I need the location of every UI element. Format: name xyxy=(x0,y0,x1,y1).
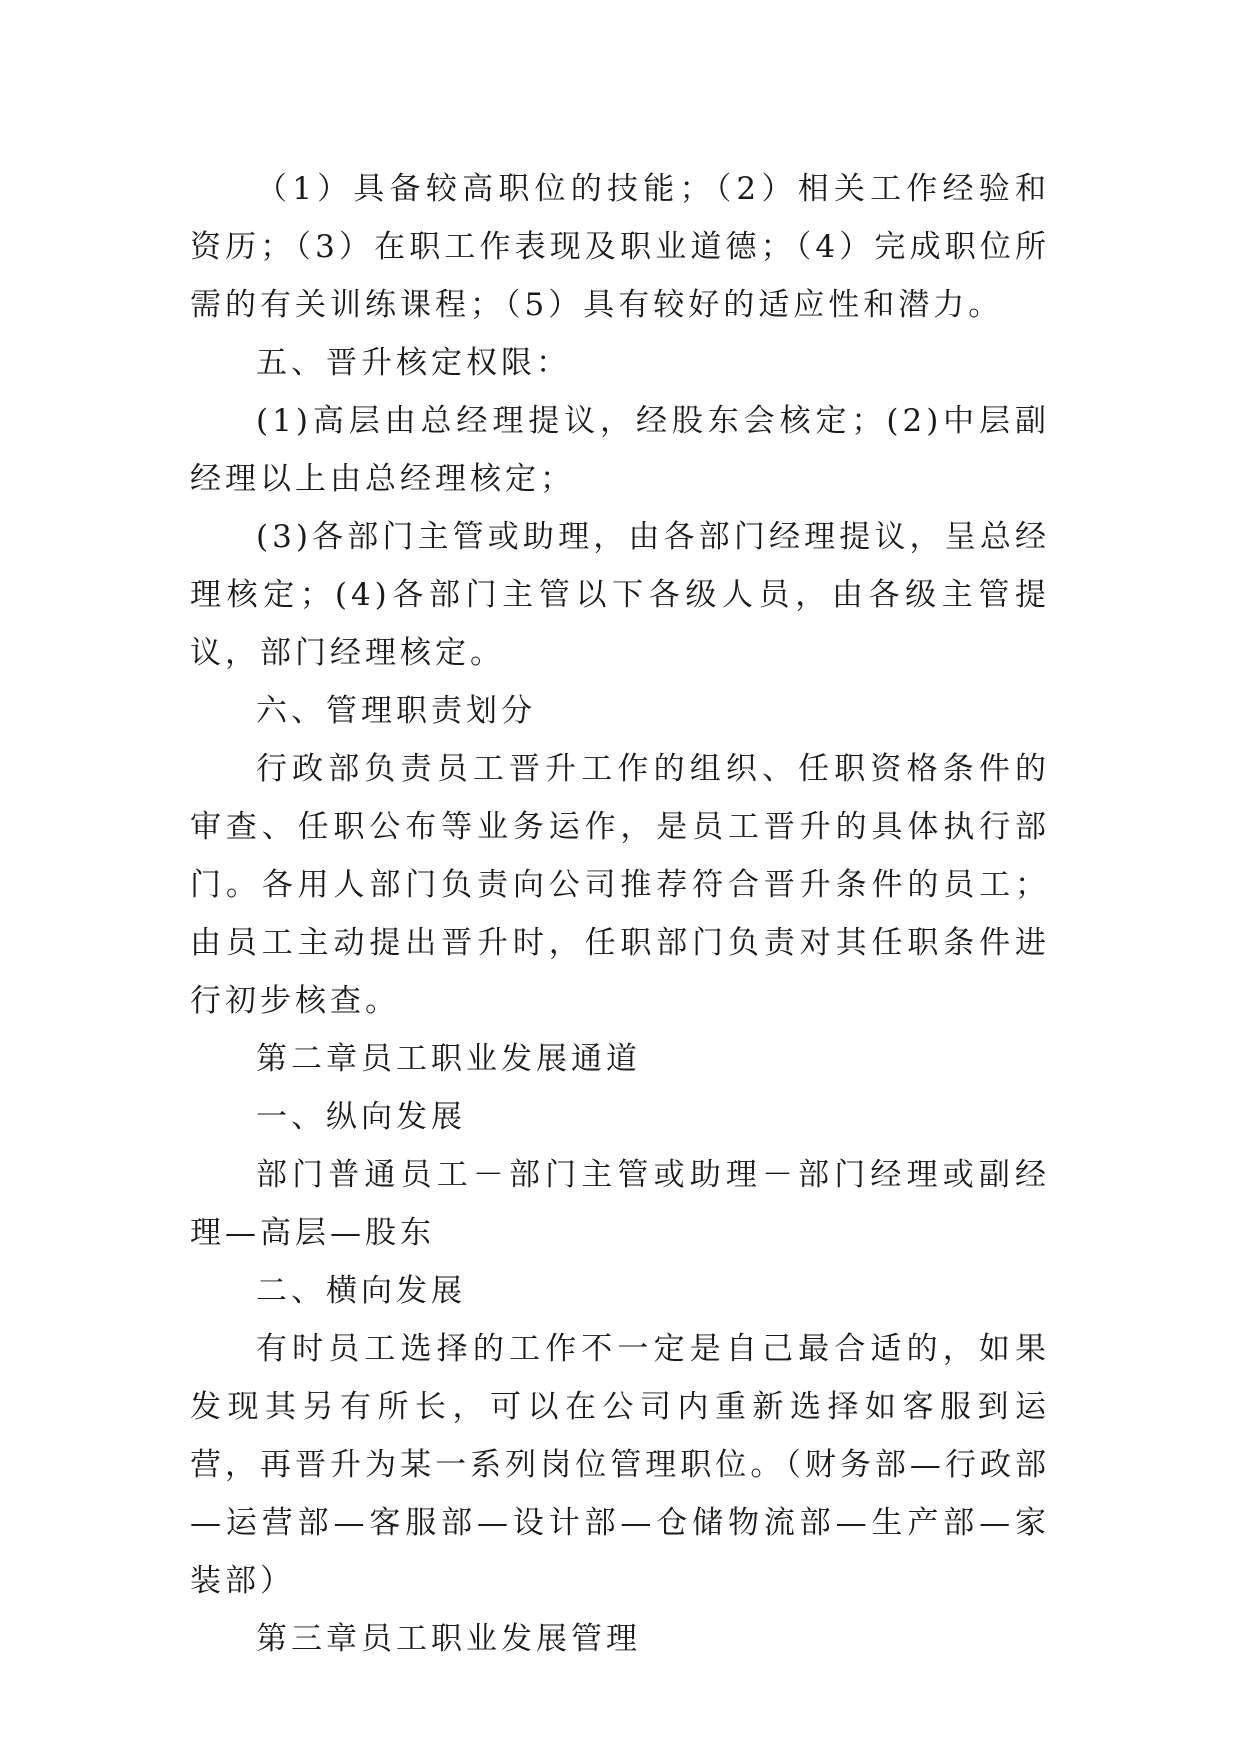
chapter-heading-career-channels: 第二章员工职业发展通道 xyxy=(256,1041,641,1077)
section-heading-responsibilities: 六、管理职责划分 xyxy=(256,693,536,729)
chapter-heading-career-management: 第三章员工职业发展管理 xyxy=(256,1621,641,1657)
section-heading-horizontal: 二、横向发展 xyxy=(256,1273,466,1309)
horizontal-path-paragraph: 有时员工选择的工作不一定是自己最合适的，如果发现其另有所长，可以在公司内重新选择如客服到运营，再晋升为某一系列岗位管理职位。（财务部—行政部—运营部—客服部—设计部—仓储物流部—生产部—家装部） xyxy=(190,1331,1050,1599)
authority-item-3-4: (3)各部门主管或助理，由各部门经理提议，呈总经理核定；(4)各部门主管以下各级人员，由各级主管提议，部门经理核定。 xyxy=(190,519,1050,671)
vertical-path-paragraph: 部门普通员工－部门主管或助理－部门经理或副经理—高层—股东 xyxy=(190,1157,1050,1251)
section-heading-vertical: 一、纵向发展 xyxy=(256,1099,466,1135)
document-page xyxy=(190,160,1050,1668)
responsibilities-paragraph: 行政部负责员工晋升工作的组织、任职资格条件的审查、任职公布等业务运作，是员工晋升的具体执行部门。各用人部门负责向公司推荐符合晋升条件的员工；由员工主动提出晋升时，任职部门负责对其任职条件进行初步核查。 xyxy=(190,751,1050,1019)
section-heading-promotion-authority: 五、晋升核定权限： xyxy=(256,345,571,381)
promotion-criteria-paragraph: （1）具备较高职位的技能；（2）相关工作经验和资历；（3）在职工作表现及职业道德；（4）完成职位所需的有关训练课程；（5）具有较好的适应性和潜力。 xyxy=(190,171,1050,323)
authority-item-1-2: (1)高层由总经理提议，经股东会核定；(2)中层副经理以上由总经理核定； xyxy=(190,403,1050,497)
